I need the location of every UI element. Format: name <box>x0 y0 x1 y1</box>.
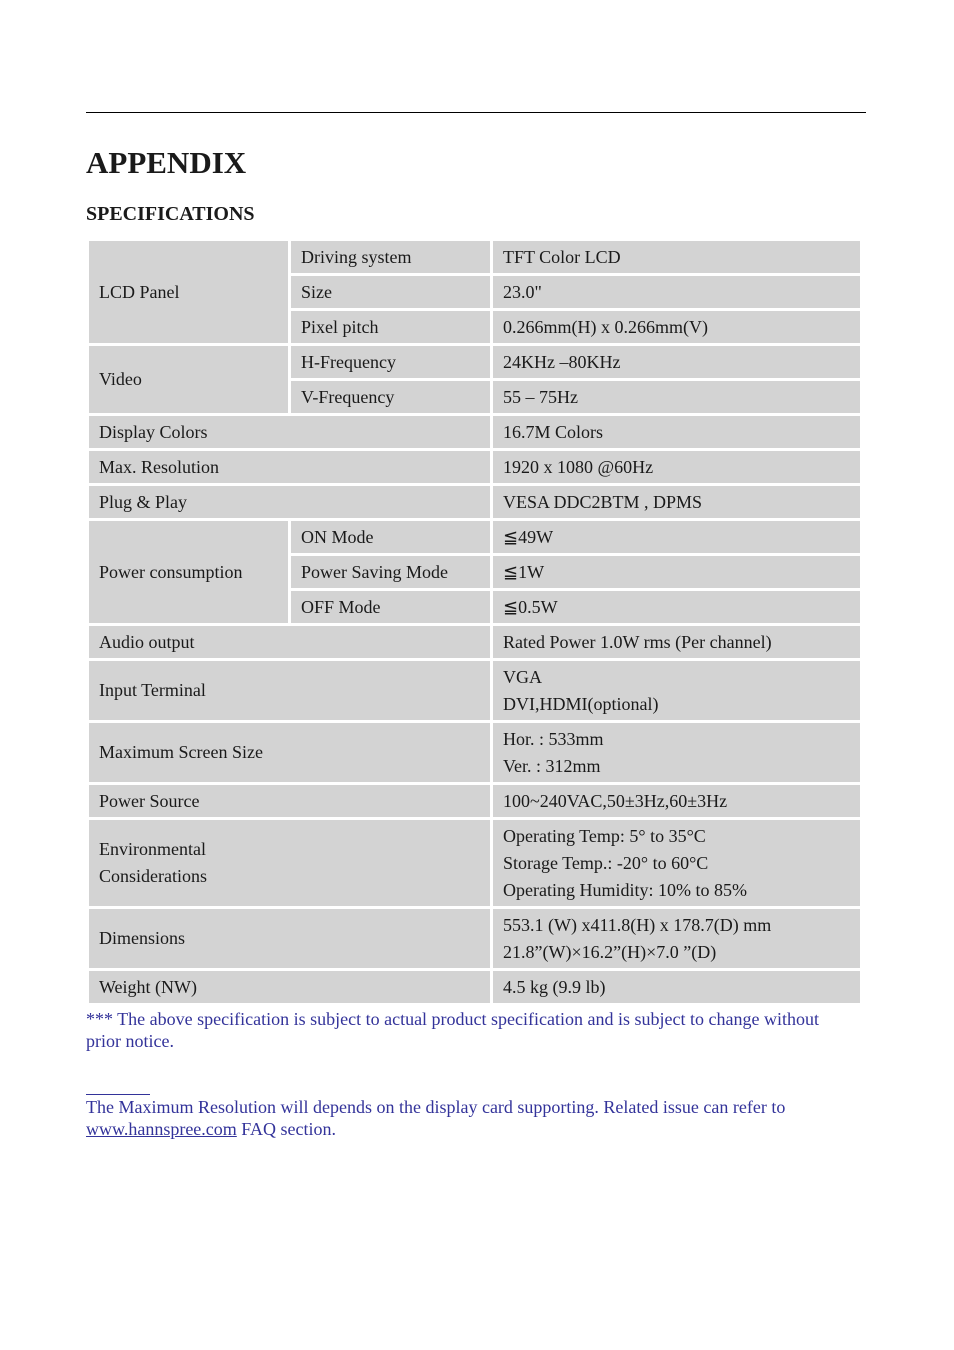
row-label-max-resolution: Max. Resolution <box>89 451 490 483</box>
sub-label-pixel-pitch: Pixel pitch <box>291 311 490 343</box>
table-row <box>89 723 860 782</box>
value-v-frequency: 55 – 75Hz <box>493 381 860 413</box>
value-line: DVI,HDMI(optional) <box>503 693 659 714</box>
value-line: Hor. : 533mm <box>503 728 604 749</box>
table-row <box>89 909 860 968</box>
row-label-plug-play: Plug & Play <box>89 486 490 518</box>
label-line: Considerations <box>99 866 207 886</box>
footnote-suffix: FAQ section. <box>241 1119 336 1139</box>
footnote-text: The Maximum Resolution will depends on the display card supporting. Related issue can refer to <box>86 1097 786 1117</box>
value-power-source: 100~240VAC,50±3Hz,60±3Hz <box>493 785 860 817</box>
row-label-max-screen-size: Maximum Screen Size <box>89 723 490 782</box>
row-label-weight: Weight (NW) <box>89 971 490 1003</box>
sub-label-off-mode: OFF Mode <box>291 591 490 623</box>
row-label-display-colors: Display Colors <box>89 416 490 448</box>
value-environmental <box>493 820 860 906</box>
sub-label-v-frequency: V-Frequency <box>291 381 490 413</box>
row-label-power-source: Power Source <box>89 785 490 817</box>
sub-label-size: Size <box>291 276 490 308</box>
value-plug-play: VESA DDC2BTM , DPMS <box>493 486 860 518</box>
row-label-lcd-panel: LCD Panel <box>89 241 288 343</box>
spec-disclaimer-note: *** The above specification is subject to actual product specification and is subject to change without prior notice. <box>86 1009 819 1051</box>
value-display-colors: 16.7M Colors <box>493 416 860 448</box>
sub-label-on-mode: ON Mode <box>291 521 490 553</box>
value-max-screen-size <box>493 723 860 782</box>
value-driving-system: TFT Color LCD <box>493 241 860 273</box>
table-row <box>89 626 860 658</box>
row-label-environmental <box>89 820 490 906</box>
spec-table <box>86 238 863 1006</box>
value-line: Operating Humidity: 10% to 85% <box>503 879 747 900</box>
value-on-mode: ≦49W <box>493 521 860 553</box>
table-row <box>89 486 860 518</box>
value-size: 23.0" <box>493 276 860 308</box>
value-max-resolution: 1920 x 1080 @60Hz <box>493 451 860 483</box>
label-line: Environmental <box>99 839 206 859</box>
row-label-dimensions: Dimensions <box>89 909 490 968</box>
value-line: VGA <box>503 666 542 687</box>
table-row <box>89 785 860 817</box>
value-saving-mode: ≦1W <box>493 556 860 588</box>
section-title: SPECIFICATIONS <box>86 203 255 225</box>
row-label-power-consumption: Power consumption <box>89 521 288 623</box>
value-line: Ver. : 312mm <box>503 755 601 776</box>
value-line: Storage Temp.: -20° to 60°C <box>503 852 709 873</box>
sub-label-saving-mode: Power Saving Mode <box>291 556 490 588</box>
value-weight: 4.5 kg (9.9 lb) <box>493 971 860 1003</box>
value-h-frequency: 24KHz –80KHz <box>493 346 860 378</box>
row-label-video: Video <box>89 346 288 413</box>
value-line: 553.1 (W) x411.8(H) x 178.7(D) mm <box>503 914 772 935</box>
page-title: APPENDIX <box>86 145 247 180</box>
value-line: 21.8”(W)×16.2”(H)×7.0 ”(D) <box>503 941 717 962</box>
table-row <box>89 971 860 1003</box>
header-rule <box>86 112 866 113</box>
table-row <box>89 820 860 906</box>
table-row <box>89 241 860 273</box>
value-off-mode: ≦0.5W <box>493 591 860 623</box>
value-dimensions <box>493 909 860 968</box>
value-audio-output: Rated Power 1.0W rms (Per channel) <box>493 626 860 658</box>
sub-label-h-frequency: H-Frequency <box>291 346 490 378</box>
footnote-rule <box>86 1094 150 1095</box>
footnote <box>86 1096 866 1140</box>
table-row <box>89 661 860 720</box>
table-row <box>89 416 860 448</box>
value-line: Operating Temp: 5° to 35°C <box>503 825 706 846</box>
value-input-terminal <box>493 661 860 720</box>
row-label-audio-output: Audio output <box>89 626 490 658</box>
value-pixel-pitch: 0.266mm(H) x 0.266mm(V) <box>493 311 860 343</box>
hannspree-link[interactable]: www.hannspree.com <box>86 1119 237 1139</box>
table-row <box>89 521 860 553</box>
table-row <box>89 451 860 483</box>
row-label-input-terminal: Input Terminal <box>89 661 490 720</box>
table-row <box>89 346 860 378</box>
sub-label-driving-system: Driving system <box>291 241 490 273</box>
